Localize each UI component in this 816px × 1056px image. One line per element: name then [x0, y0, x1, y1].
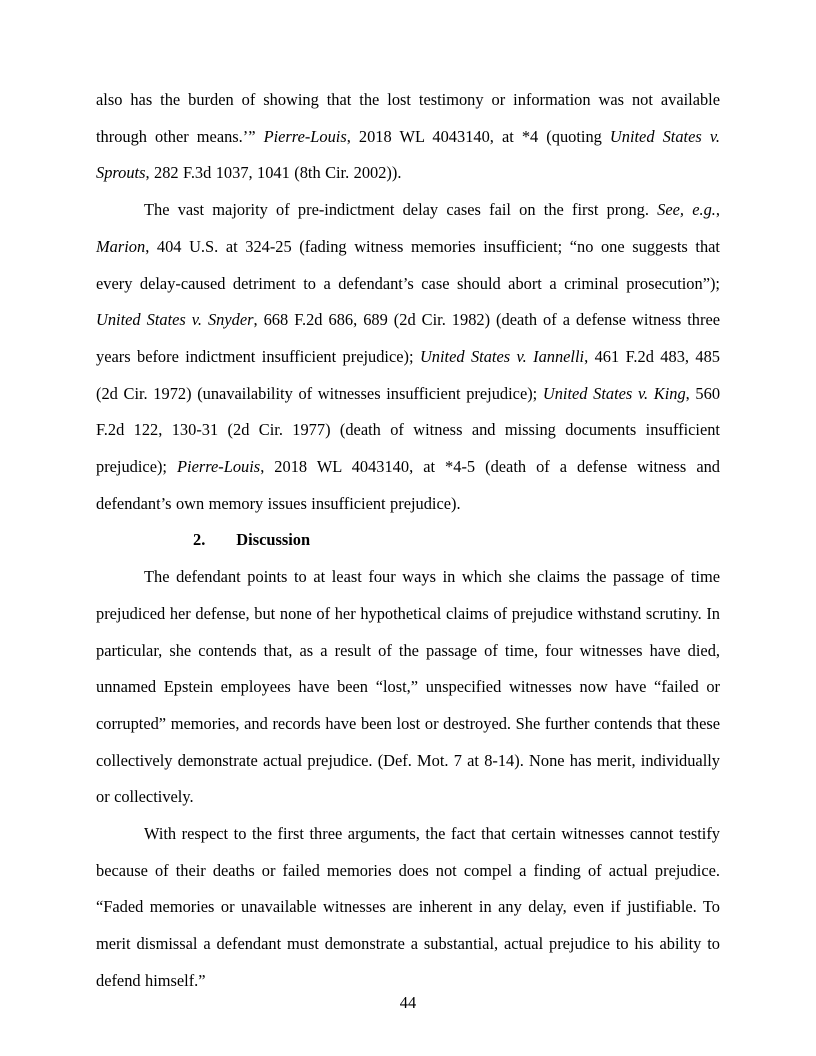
- page-number: 44: [399, 993, 417, 1012]
- document-body: [96, 82, 720, 1000]
- page-number-footer: [0, 993, 816, 1013]
- section-heading-number: 2.: [193, 530, 206, 550]
- paragraph: The vast majority of pre-indictment delay cases fail on the first prong. See, e.g., Marion, 404 U.S. at 324-25 (fading witness memories insufficient; “no one suggests that every delay-caused detriment to a defendant’s case should abort a criminal prosecution”); United States v. Snyder, 668 F.2d 686, 689 (2d Cir. 1982) (death of a defense witness three years before indictment insufficient prejudice); United States v. Iannelli, 461 F.2d 483, 485 (2d Cir. 1972) (unavailability of witnesses insufficient prejudice); United States v. King, 560 F.2d 122, 130-31 (2d Cir. 1977) (death of witness and missing documents insufficient prejudice); Pierre-Louis, 2018 WL 4043140, at *4-5 (death of a defense witness and defendant’s own memory issues insufficient prejudice).: [96, 200, 721, 513]
- paragraph: also has the burden of showing that the lost testimony or information was not available through other means.’” Pierre-Louis, 2018 WL 4043140, at *4 (quoting United States v. Sprouts, 282 F.3d 1037, 1041 (8th Cir. 2002)).: [96, 90, 720, 183]
- paragraph: The defendant points to at least four ways in which she claims the passage of time prejudiced her defense, but none of her hypothetical claims of prejudice withstand scrutiny. In particular, she contends that, as a result of the passage of time, four witnesses have died, unnamed Epstein employees have been “lost,” unspecified witnesses now have “failed or corrupted” memories, and records have been lost or destroyed. She further contends that these collectively demonstrate actual prejudice. (Def. Mot. 7 at 8-14). None has merit, individually or collectively.: [96, 567, 720, 807]
- section-heading-label: Discussion: [236, 530, 311, 550]
- paragraph: With respect to the first three arguments, the fact that certain witnesses cannot testify because of their deaths or failed memories does not compel a finding of actual prejudice. “Faded memories or unavailable witnesses are inherent in any delay, even if justifiable. To merit dismissal a defendant must demonstrate a substantial, actual prejudice to his ability to defend himself.”: [96, 824, 720, 990]
- section-heading: [96, 522, 720, 559]
